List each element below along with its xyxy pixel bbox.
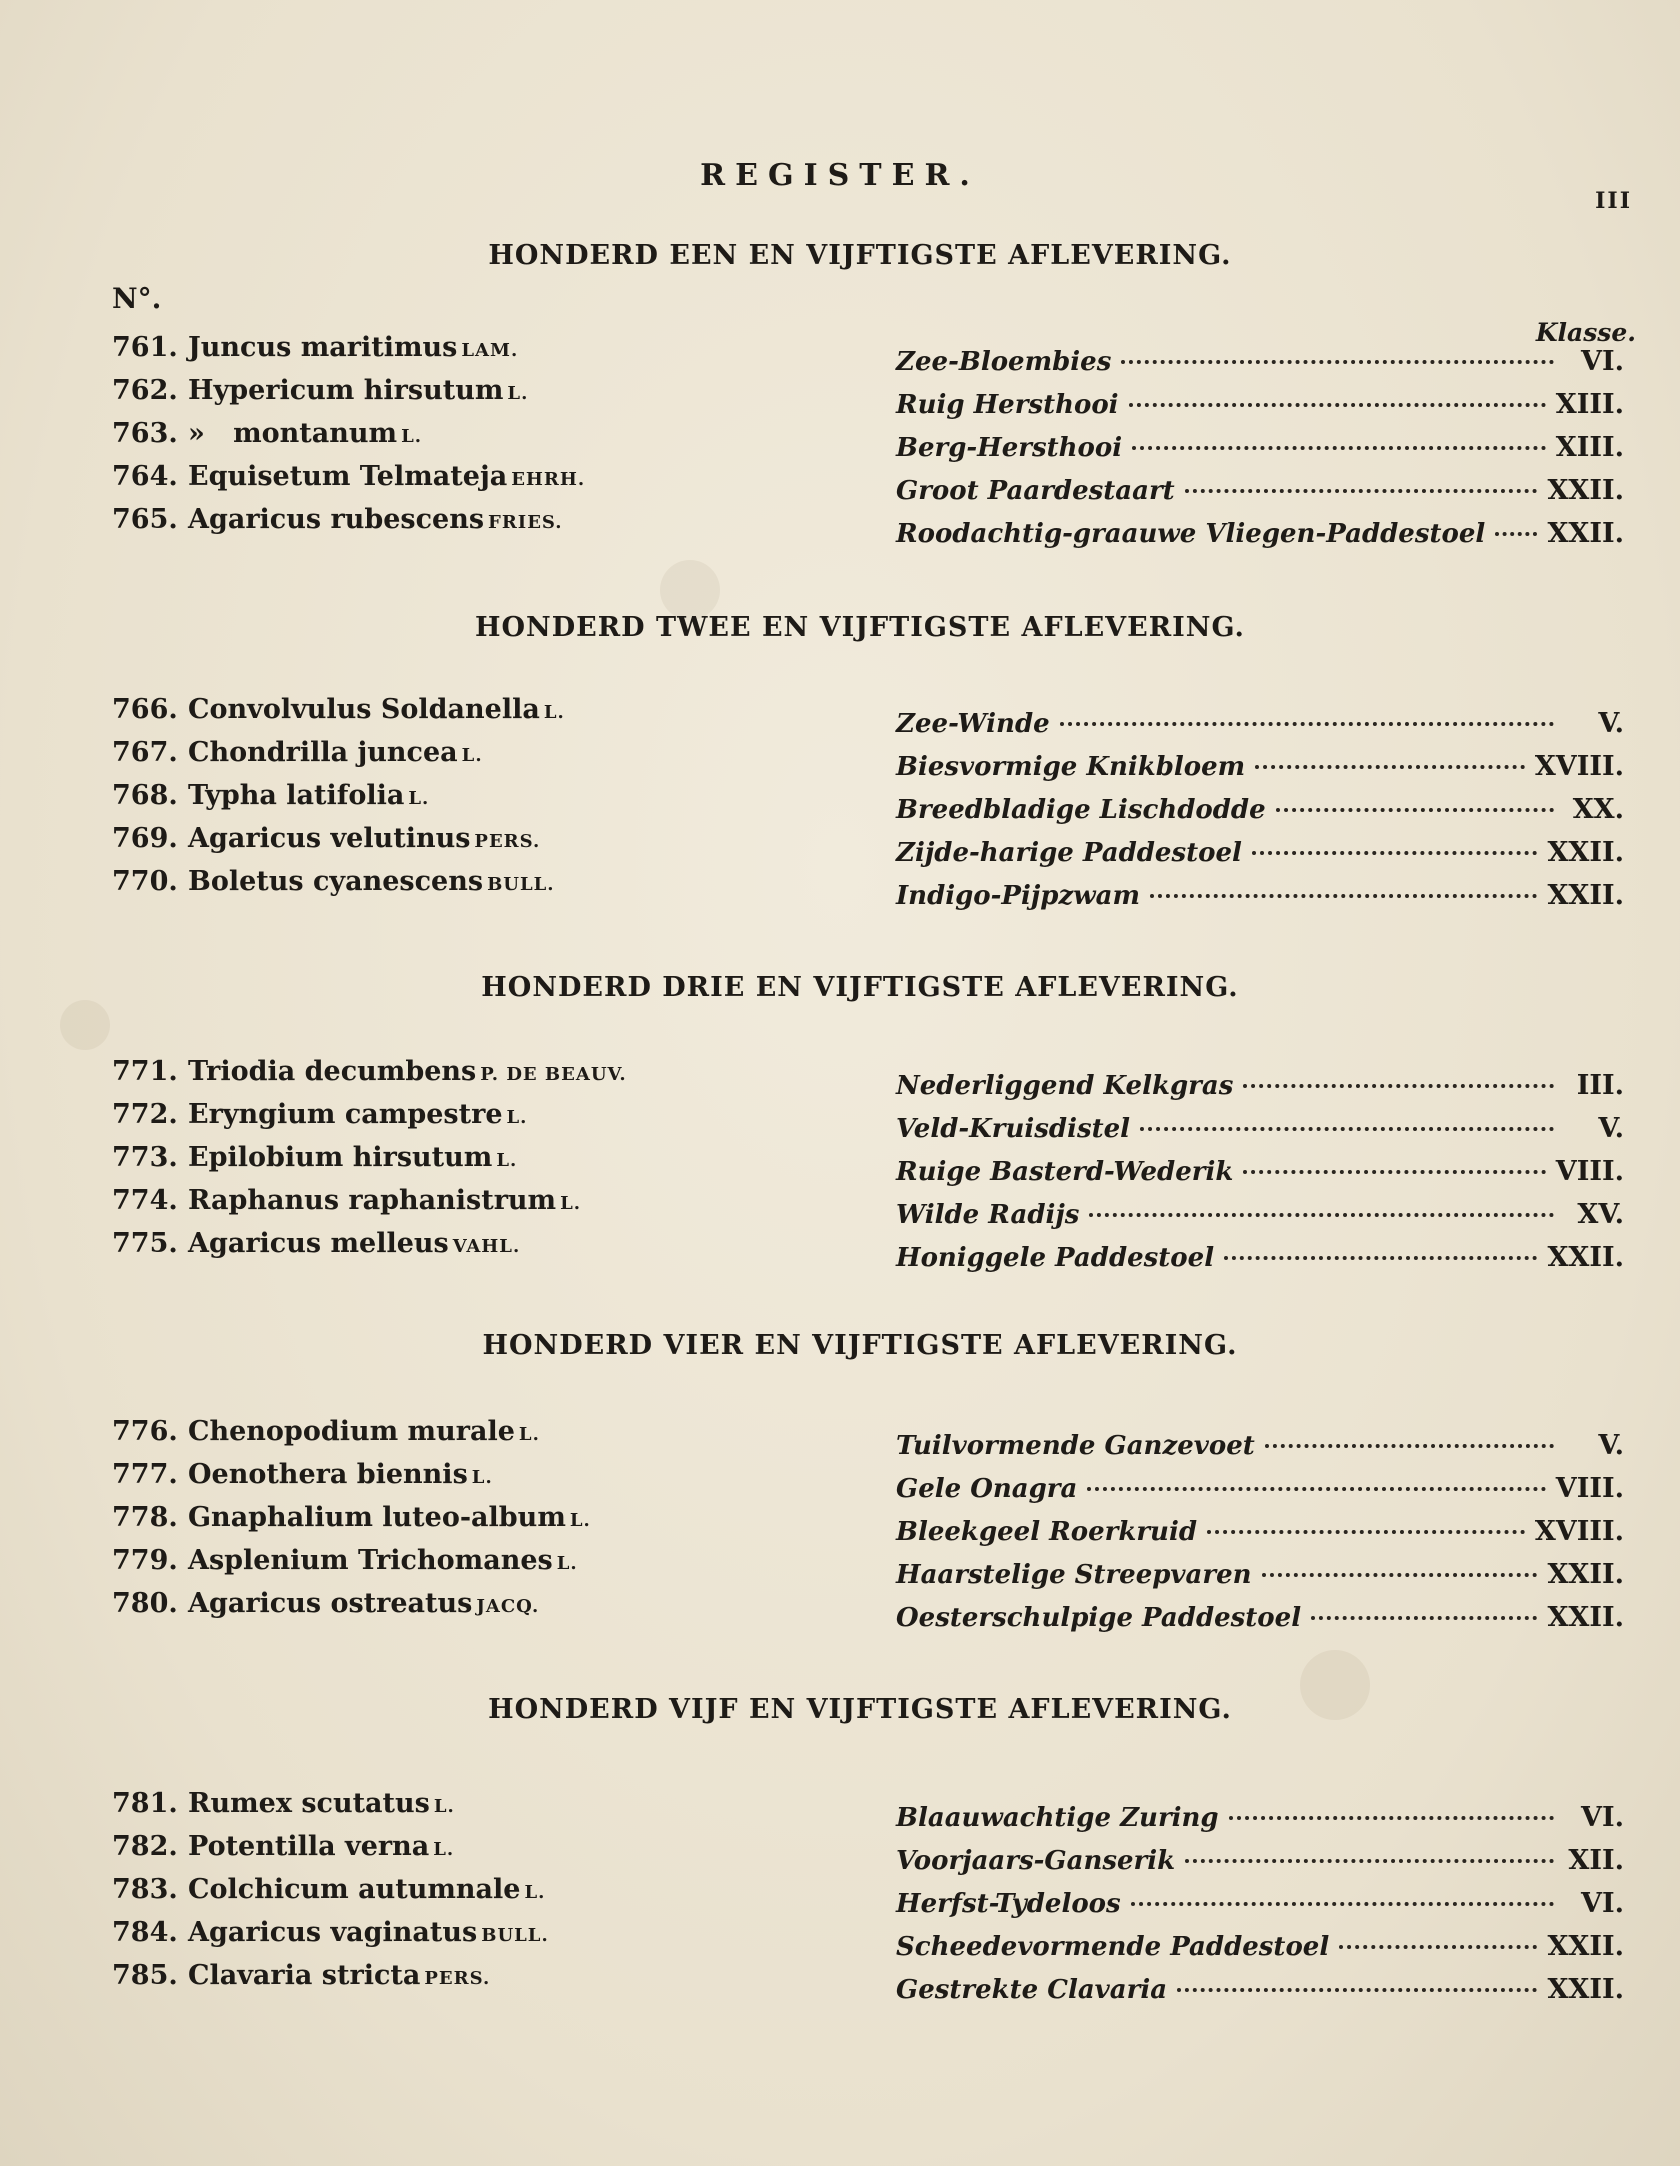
dutch-name-row: [896, 1473, 1624, 1504]
entry-number: 767.: [112, 737, 178, 768]
klasse-value: XV.: [1577, 1199, 1624, 1230]
register-entry: [0, 1228, 1680, 1271]
dutch-name: Zee-Winde: [896, 709, 1050, 739]
dutch-name: Nederliggend Kelkgras: [896, 1071, 1234, 1101]
entry-number: 776.: [112, 1416, 178, 1447]
dutch-name-row: [896, 1516, 1624, 1547]
author-abbreviation: L.: [461, 745, 483, 766]
latin-name: [188, 1099, 527, 1130]
register-entry: [0, 375, 1680, 418]
number-column-label: N°.: [112, 282, 162, 315]
author-abbreviation: L.: [433, 1796, 455, 1817]
dutch-name: Zijde-harige Paddestoel: [896, 838, 1242, 868]
latin-name: [188, 866, 555, 897]
register-entry: [0, 1185, 1680, 1228]
register-entry: [0, 823, 1680, 866]
author-abbreviation: LAM.: [461, 340, 519, 361]
latin-name: [188, 504, 563, 535]
dutch-name-row: [896, 1242, 1624, 1273]
latin-name-text: Oenothera biennis: [188, 1459, 468, 1490]
dutch-name-row: [896, 1199, 1624, 1230]
latin-name: [188, 1545, 578, 1576]
latin-name: [188, 823, 540, 854]
entry-number: 773.: [112, 1142, 178, 1173]
dutch-name-row: [896, 1559, 1624, 1590]
author-abbreviation: VAHL.: [452, 1236, 521, 1257]
dot-leader: [1185, 1859, 1554, 1863]
paper-stain: [60, 1000, 110, 1050]
register-entry: [0, 1588, 1680, 1631]
dutch-name: Voorjaars-Ganserik: [896, 1846, 1176, 1876]
latin-name-text: Hypericum hirsutum: [188, 375, 504, 406]
register-section: [0, 612, 1680, 643]
entry-number: 775.: [112, 1228, 178, 1259]
latin-name: [188, 1960, 490, 1991]
dutch-name: Groot Paardestaart: [896, 476, 1175, 506]
author-abbreviation: L.: [401, 426, 423, 447]
dot-leader: [1224, 1256, 1537, 1260]
dot-leader: [1339, 1945, 1537, 1949]
author-abbreviation: L.: [518, 1424, 540, 1445]
register-entry: [0, 866, 1680, 909]
dutch-name-row: [896, 346, 1624, 377]
latin-name-text: Gnaphalium luteo-album: [188, 1502, 566, 1533]
register-entry: [0, 1788, 1680, 1831]
register-entry: [0, 737, 1680, 780]
dutch-name-row: [896, 518, 1624, 549]
dot-leader: [1265, 1444, 1554, 1448]
author-abbreviation: L.: [556, 1553, 578, 1574]
dot-leader: [1150, 894, 1537, 898]
dutch-name-row: [896, 389, 1624, 420]
latin-name-text: Agaricus rubescens: [188, 504, 485, 535]
register-entry: [0, 418, 1680, 461]
dutch-name-row: [896, 1802, 1624, 1833]
klasse-value: XVIII.: [1534, 1516, 1624, 1547]
entry-number: 777.: [112, 1459, 178, 1490]
dutch-name-row: [896, 1070, 1624, 1101]
paper-stain: [660, 560, 720, 620]
entry-number: 765.: [112, 504, 178, 535]
register-section: [0, 1330, 1680, 1361]
latin-name-text: Equisetum Telmateja: [188, 461, 508, 492]
dutch-name: Honiggele Paddestoel: [896, 1243, 1215, 1273]
dutch-name-row: [896, 432, 1624, 463]
entry-number: 772.: [112, 1099, 178, 1130]
entry-number: 768.: [112, 780, 178, 811]
dot-leader: [1132, 446, 1546, 450]
dot-leader: [1276, 808, 1554, 812]
author-abbreviation: L.: [507, 383, 529, 404]
dutch-name: Veld-Kruisdistel: [896, 1114, 1131, 1144]
register-entry: [0, 504, 1680, 547]
entry-number: 766.: [112, 694, 178, 725]
register-entry: [0, 1416, 1680, 1459]
dot-leader: [1089, 1213, 1554, 1217]
dot-leader: [1129, 403, 1546, 407]
dutch-name-row: [896, 1931, 1624, 1962]
entry-number: 779.: [112, 1545, 178, 1576]
latin-name-text: Convolvulus Soldanella: [188, 694, 540, 725]
running-head: REGISTER.: [700, 158, 980, 193]
klasse-value: VIII.: [1555, 1473, 1624, 1504]
dot-leader: [1087, 1487, 1545, 1491]
dutch-name-row: [896, 837, 1624, 868]
register-entry: [0, 332, 1680, 375]
latin-name-text: Agaricus velutinus: [188, 823, 471, 854]
latin-name: [188, 1416, 540, 1447]
klasse-value: XXII.: [1547, 1931, 1624, 1962]
klasse-value: V.: [1598, 708, 1624, 739]
latin-name-text: Colchicum autumnale: [188, 1874, 521, 1905]
entry-number: 784.: [112, 1917, 178, 1948]
dutch-name: Ruige Basterd-Wederik: [896, 1157, 1234, 1187]
register-entry: [0, 1502, 1680, 1545]
section-title: HONDERD VIER EN VIJFTIGSTE AFLEVERING.: [482, 1330, 1238, 1361]
dutch-name: Gele Onagra: [896, 1474, 1078, 1504]
latin-name-text: Rumex scutatus: [188, 1788, 430, 1819]
latin-name: [188, 1831, 454, 1862]
author-abbreviation: L.: [471, 1467, 493, 1488]
dot-leader: [1255, 765, 1525, 769]
latin-name-text: » montanum: [188, 418, 398, 449]
entry-number: 778.: [112, 1502, 178, 1533]
latin-name: [188, 1228, 520, 1259]
author-abbreviation: L.: [408, 788, 430, 809]
author-abbreviation: PERS.: [424, 1968, 491, 1989]
register-entry: [0, 1459, 1680, 1502]
dutch-name: Zee-Bloembies: [896, 347, 1112, 377]
dot-leader: [1177, 1988, 1537, 1992]
dutch-name: Tuilvormende Ganzevoet: [896, 1431, 1255, 1461]
klasse-value: V.: [1598, 1113, 1624, 1144]
entry-number: 770.: [112, 866, 178, 897]
author-abbreviation: L.: [433, 1839, 455, 1860]
latin-name-text: Chenopodium murale: [188, 1416, 515, 1447]
dutch-name: Oesterschulpige Paddestoel: [896, 1603, 1302, 1633]
latin-name: [188, 1056, 627, 1087]
register-entry: [0, 1142, 1680, 1185]
author-abbreviation: L.: [506, 1107, 528, 1128]
entry-number: 762.: [112, 375, 178, 406]
dutch-name: Scheedevormende Paddestoel: [896, 1932, 1330, 1962]
dot-leader: [1207, 1530, 1525, 1534]
klasse-value: VI.: [1581, 1802, 1624, 1833]
latin-name-text: Agaricus ostreatus: [188, 1588, 473, 1619]
dutch-name: Blaauwachtige Zuring: [896, 1803, 1219, 1833]
dutch-name-row: [896, 1113, 1624, 1144]
register-entry: [0, 1831, 1680, 1874]
dutch-name: Berg-Hersthooi: [896, 433, 1123, 463]
entry-number: 761.: [112, 332, 178, 363]
latin-name: [188, 1588, 539, 1619]
latin-name: [188, 780, 429, 811]
klasse-value: XXII.: [1547, 475, 1624, 506]
latin-name-text: Juncus maritimus: [188, 332, 458, 363]
entry-number: 781.: [112, 1788, 178, 1819]
latin-name-text: Typha latifolia: [188, 780, 405, 811]
section-title: HONDERD DRIE EN VIJFTIGSTE AFLEVERING.: [481, 972, 1239, 1003]
dutch-name: Gestrekte Clavaria: [896, 1975, 1168, 2005]
klasse-value: VI.: [1581, 346, 1624, 377]
register-entry: [0, 1917, 1680, 1960]
latin-name: [188, 1459, 493, 1490]
register-section: [0, 240, 1680, 271]
dot-leader: [1262, 1573, 1538, 1577]
latin-name: [188, 1142, 517, 1173]
section-title: HONDERD VIJF EN VIJFTIGSTE AFLEVERING.: [488, 1694, 1232, 1725]
dutch-name-row: [896, 1156, 1624, 1187]
entry-number: 785.: [112, 1960, 178, 1991]
dutch-name-row: [896, 1888, 1624, 1919]
dutch-name-row: [896, 1974, 1624, 2005]
latin-name: [188, 461, 585, 492]
dutch-name-row: [896, 794, 1624, 825]
latin-name: [188, 1185, 581, 1216]
dutch-name-row: [896, 1602, 1624, 1633]
latin-name: [188, 418, 422, 449]
klasse-value: III.: [1576, 1070, 1624, 1101]
register-entries: [0, 1056, 1680, 1271]
dot-leader: [1229, 1816, 1554, 1820]
dot-leader: [1131, 1902, 1554, 1906]
dutch-name-row: [896, 708, 1624, 739]
author-abbreviation: EHRH.: [511, 469, 586, 490]
latin-name-text: Clavaria stricta: [188, 1960, 421, 1991]
register-entry: [0, 1056, 1680, 1099]
dot-leader: [1252, 851, 1538, 855]
latin-name-text: Agaricus melleus: [188, 1228, 449, 1259]
klasse-value: XIII.: [1555, 389, 1624, 420]
latin-name-text: Eryngium campestre: [188, 1099, 503, 1130]
klasse-value: XXII.: [1547, 837, 1624, 868]
dutch-name: Breedbladige Lischdodde: [896, 795, 1266, 825]
latin-name-text: Asplenium Trichomanes: [188, 1545, 553, 1576]
register-entries: [0, 332, 1680, 547]
dot-leader: [1243, 1170, 1545, 1174]
author-abbreviation: L.: [569, 1510, 591, 1531]
entry-number: 771.: [112, 1056, 178, 1087]
entry-number: 769.: [112, 823, 178, 854]
dot-leader: [1243, 1084, 1554, 1088]
dutch-name: Haarstelige Streepvaren: [896, 1560, 1252, 1590]
register-section: [0, 1694, 1680, 1725]
latin-name-text: Raphanus raphanistrum: [188, 1185, 557, 1216]
latin-name: [188, 1788, 455, 1819]
klasse-value: XXII.: [1547, 1242, 1624, 1273]
dutch-name: Bleekgeel Roerkruid: [896, 1517, 1198, 1547]
latin-name-text: Agaricus vaginatus: [188, 1917, 478, 1948]
dutch-name: Wilde Radijs: [896, 1200, 1080, 1230]
author-abbreviation: JACQ.: [476, 1596, 540, 1617]
dutch-name: Roodachtig-graauwe Vliegen-Paddestoel: [896, 519, 1486, 549]
section-title: HONDERD EEN EN VIJFTIGSTE AFLEVERING.: [488, 240, 1232, 271]
dot-leader: [1311, 1616, 1537, 1620]
entry-number: 783.: [112, 1874, 178, 1905]
dot-leader: [1060, 722, 1554, 726]
entry-number: 763.: [112, 418, 178, 449]
register-entry: [0, 1874, 1680, 1917]
latin-name: [188, 694, 565, 725]
register-entry: [0, 461, 1680, 504]
entry-number: 782.: [112, 1831, 178, 1862]
author-abbreviation: BULL.: [487, 874, 555, 895]
dot-leader: [1495, 532, 1537, 536]
latin-name: [188, 737, 483, 768]
latin-name-text: Epilobium hirsutum: [188, 1142, 493, 1173]
latin-name: [188, 332, 518, 363]
klasse-value: XXII.: [1547, 880, 1624, 911]
dutch-name-row: [896, 880, 1624, 911]
dutch-name: Ruig Hersthooi: [896, 390, 1119, 420]
latin-name-text: Boletus cyanescens: [188, 866, 484, 897]
entry-number: 774.: [112, 1185, 178, 1216]
dutch-name: Indigo-Pijpzwam: [896, 881, 1140, 911]
dot-leader: [1121, 360, 1554, 364]
dutch-name: Herfst-Tydeloos: [896, 1889, 1121, 1919]
page-number: III: [1595, 188, 1632, 214]
register-entry: [0, 1099, 1680, 1142]
author-abbreviation: L.: [524, 1882, 546, 1903]
latin-name: [188, 1502, 591, 1533]
latin-name-text: Potentilla verna: [188, 1831, 430, 1862]
register-entries: [0, 694, 1680, 909]
latin-name: [188, 1917, 549, 1948]
dutch-name-row: [896, 475, 1624, 506]
register-entry: [0, 1545, 1680, 1588]
entry-number: 780.: [112, 1588, 178, 1619]
author-abbreviation: BULL.: [481, 1925, 549, 1946]
klasse-value: XXII.: [1547, 1559, 1624, 1590]
klasse-value: V.: [1598, 1430, 1624, 1461]
author-abbreviation: PERS.: [474, 831, 541, 852]
klasse-value: VIII.: [1555, 1156, 1624, 1187]
klasse-value: XXII.: [1547, 1974, 1624, 2005]
author-abbreviation: P. DE BEAUV.: [480, 1064, 627, 1085]
register-entry: [0, 694, 1680, 737]
author-abbreviation: FRIES.: [488, 512, 563, 533]
dot-leader: [1185, 489, 1538, 493]
latin-name: [188, 375, 528, 406]
author-abbreviation: L.: [560, 1193, 582, 1214]
latin-name-text: Chondrilla juncea: [188, 737, 458, 768]
klasse-value: XXII.: [1547, 518, 1624, 549]
dutch-name: Biesvormige Knikbloem: [896, 752, 1246, 782]
author-abbreviation: L.: [496, 1150, 518, 1171]
register-entry: [0, 780, 1680, 823]
latin-name: [188, 1874, 545, 1905]
register-entry: [0, 1960, 1680, 2003]
dutch-name-row: [896, 1845, 1624, 1876]
klasse-value: XIII.: [1555, 432, 1624, 463]
register-section: [0, 972, 1680, 1003]
klasse-value: XX.: [1572, 794, 1624, 825]
section-title: HONDERD TWEE EN VIJFTIGSTE AFLEVERING.: [475, 612, 1245, 643]
klasse-column-label: Klasse.: [1535, 318, 1636, 347]
dutch-name-row: [896, 751, 1624, 782]
author-abbreviation: L.: [543, 702, 565, 723]
dutch-name-row: [896, 1430, 1624, 1461]
klasse-value: XXII.: [1547, 1602, 1624, 1633]
klasse-value: XII.: [1568, 1845, 1624, 1876]
register-entries: [0, 1416, 1680, 1631]
dot-leader: [1140, 1127, 1554, 1131]
entry-number: 764.: [112, 461, 178, 492]
klasse-value: XVIII.: [1534, 751, 1624, 782]
klasse-value: VI.: [1581, 1888, 1624, 1919]
register-entries: [0, 1788, 1680, 2003]
latin-name-text: Triodia decumbens: [188, 1056, 477, 1087]
